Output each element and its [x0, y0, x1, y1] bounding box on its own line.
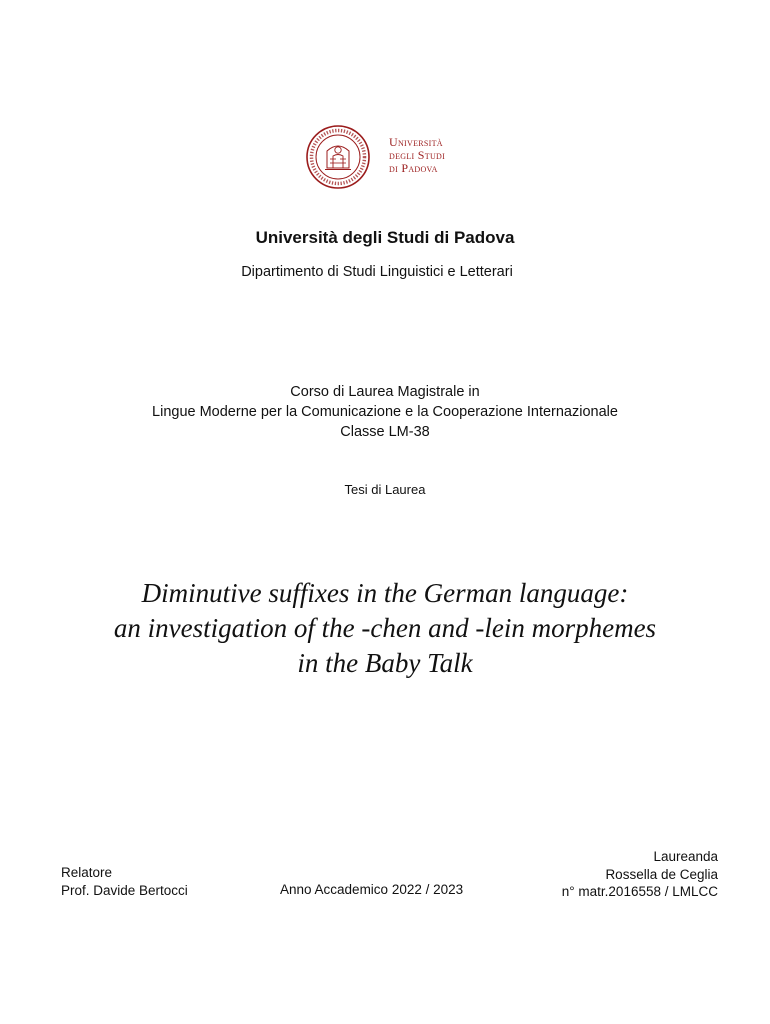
- thesis-title-line-3: in the Baby Talk: [297, 648, 473, 678]
- candidate-label: Laureanda: [653, 849, 718, 864]
- logo-line-2: degli Studi: [389, 148, 446, 162]
- course-block: [0, 382, 770, 442]
- course-line-3: Classe LM-38: [340, 424, 430, 440]
- thesis-title-line-2: an investigation of the -chen and -lein morphemes: [113, 613, 657, 643]
- supervisor-block: [61, 864, 188, 900]
- course-line-2: Lingue Moderne per la Comunicazione e la Cooperazione Internazionale: [152, 404, 618, 420]
- university-seal-icon: [305, 124, 371, 190]
- supervisor-label: Relatore: [61, 865, 113, 880]
- academic-year: Anno Accademico 2022 / 2023: [280, 882, 464, 897]
- supervisor-name: Prof. Davide Bertocci: [61, 883, 188, 898]
- candidate-matricola: n° matr.2016558 / LMLCC: [561, 884, 718, 899]
- logo-wordmark: [389, 136, 445, 175]
- thesis-title: [0, 576, 770, 681]
- thesis-title-line-1: Diminutive suffixes in the German language:: [141, 578, 629, 608]
- candidate-block: [562, 848, 718, 901]
- thesis-type: Tesi di Laurea: [344, 482, 426, 497]
- logo-line-1: Università: [389, 135, 443, 149]
- course-line-1: Corso di Laurea Magistrale in: [290, 384, 480, 400]
- university-logo: [305, 124, 465, 190]
- department-name: Dipartimento di Studi Linguistici e Letterari: [241, 264, 513, 280]
- logo-line-3: di Padova: [389, 161, 438, 175]
- university-name: Università degli Studi di Padova: [255, 228, 515, 247]
- candidate-name: Rossella de Ceglia: [605, 866, 718, 882]
